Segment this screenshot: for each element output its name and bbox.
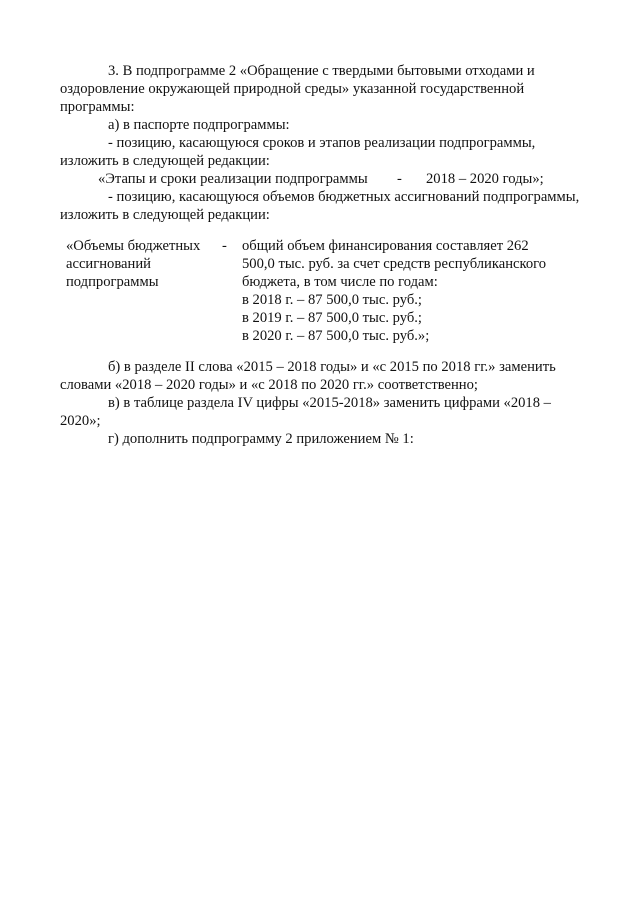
stages-dash: - [397,171,402,187]
paragraph-3-line-3: программы: [60,99,135,115]
item-v-line-2: 2020»; [60,413,101,429]
dash-item-1-line-2: изложить в следующей редакции: [60,153,270,169]
volumes-value-line-3: бюджета, в том числе по годам: [242,274,438,290]
volumes-year-2019: в 2019 г. – 87 500,0 тыс. руб.; [242,310,422,326]
volumes-label-line-3: подпрограммы [66,274,159,290]
volumes-year-2020: в 2020 г. – 87 500,0 тыс. руб.»; [242,328,430,344]
paragraph-3-line-2: оздоровление окружающей природной среды» указанной государственной [60,81,525,97]
dash-item-1-line-1: - позицию, касающуюся сроков и этапов реализации подпрограммы, [108,135,536,151]
item-b-line-1: б) в разделе II слова «2015 – 2018 годы» и «с 2015 по 2018 гг.» заменить [108,359,556,375]
volumes-dash: - [222,238,227,254]
dash-item-2-line-1: - позицию, касающуюся объемов бюджетных ассигнований подпрограммы, [108,189,580,205]
stages-value: 2018 – 2020 годы»; [426,171,544,187]
volumes-value-line-2: 500,0 тыс. руб. за счет средств республиканского [242,256,547,272]
item-g: г) дополнить подпрограмму 2 приложением № 1: [108,431,414,447]
item-b-line-2: словами «2018 – 2020 годы» и «с 2018 по 2020 гг.» соответственно; [60,377,478,393]
volumes-value-line-1: общий объем финансирования составляет 262 [242,238,529,254]
volumes-label-line-2: ассигнований [66,256,151,272]
paragraph-3-line-1: 3. В подпрограмме 2 «Обращение с твердыми бытовыми отходами и [108,63,535,79]
item-v-line-1: в) в таблице раздела IV цифры «2015-2018» заменить цифрами «2018 – [108,395,551,411]
dash-item-2-line-2: изложить в следующей редакции: [60,207,270,223]
stages-label: «Этапы и сроки реализации подпрограммы [98,171,368,187]
volumes-year-2018: в 2018 г. – 87 500,0 тыс. руб.; [242,292,422,308]
volumes-label-line-1: «Объемы бюджетных [66,238,201,254]
item-a: а) в паспорте подпрограммы: [108,117,290,133]
